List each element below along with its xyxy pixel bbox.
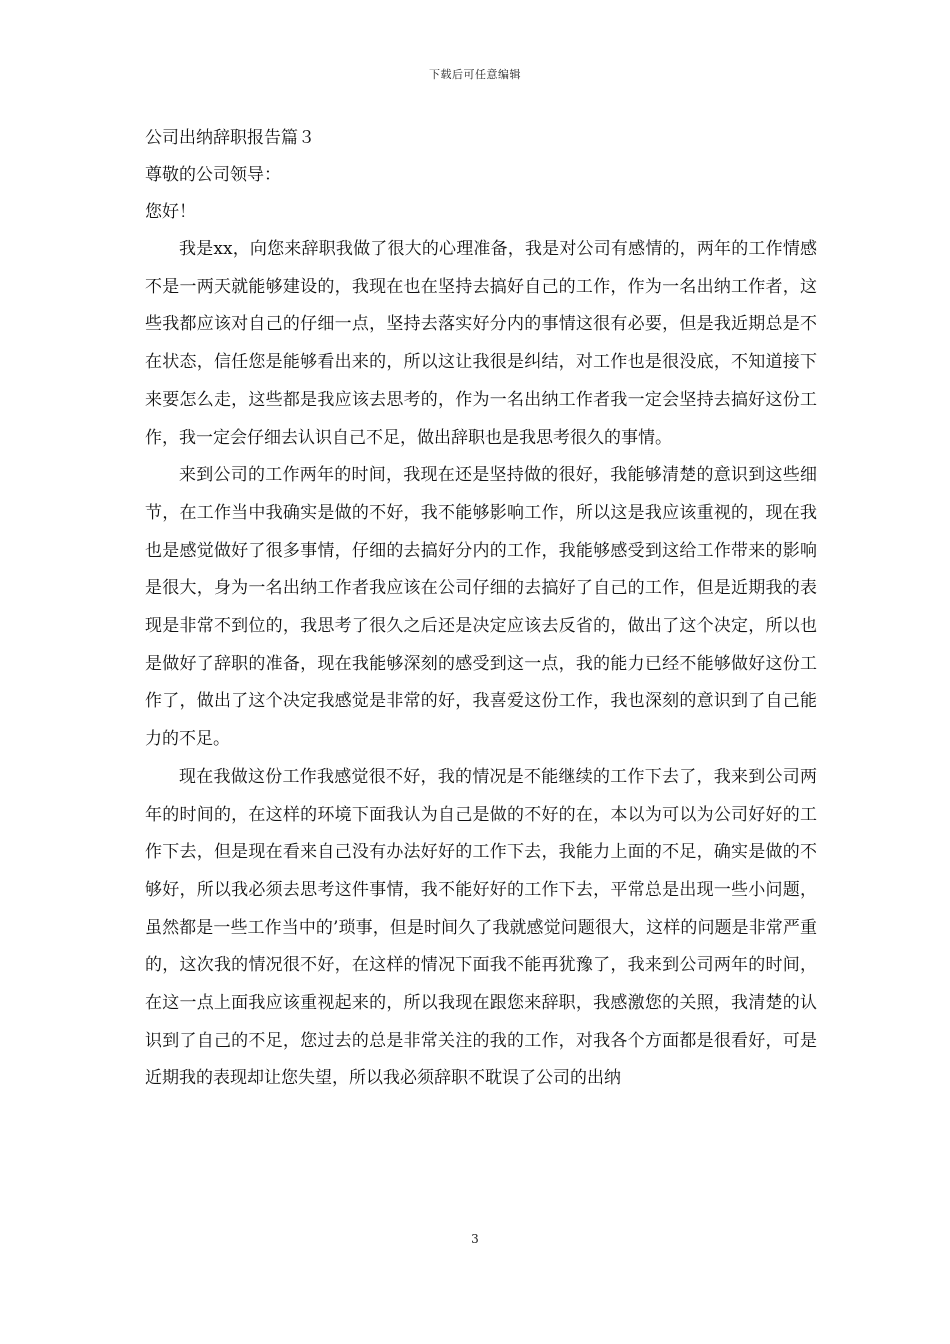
page-header-note: 下载后可任意编辑 [429,68,521,81]
paragraph-2: 来到公司的工作两年的时间，我现在还是坚持做的很好，我能够清楚的意识到这些细节，在工作当中我确实是做的不好，我不能够影响工作，所以这是我应该重视的，现在我也是感觉做好了很多事情，仔细的去搞好分内的工作，我能够感受到这给工作带来的影响是很大，身为一名出纳工作者我应该在公司仔细的去搞好了自己的工作，但是近期我的表现是非常不到位的，我思考了很久之后还是决定应该去反省的，做出了这个决定，所以也是做好了辞职的准备，现在我能够深刻的感受到这一点，我的能力已经不能够做好这份工作了，做出了这个决定我感觉是非常的好，我喜爱这份工作，我也深刻的意识到了自己能力的不足。 [145,465,817,750]
page-number: 3 [471,1232,479,1246]
salutation: 尊敬的公司领导： [145,165,281,185]
document-title: 公司出纳辞职报告篇３ [145,128,315,148]
document-body [145,120,817,1098]
greeting: 您好！ [145,202,196,222]
paragraph-3: 现在我做这份工作我感觉很不好，我的情况是不能继续的工作下去了，我来到公司两年的时间的，在这样的环境下面我认为自己是做的不好的在，本以为可以为公司好好的工作下去，但是现在看来自己没有办法好好的工作下去，我能力上面的不足，确实是做的不够好，所以我必须去思考这件事情，我不能好好的工作下去，平常总是出现一些小问题，虽然都是一些工作当中的’琐事，但是时间久了我就感觉问题很大，这样的问题是非常严重的，这次我的情况很不好，在这样的情况下面我不能再犹豫了，我来到公司两年的时间，在这一点上面我应该重视起来的，所以我现在跟您来辞职，我感激您的关照，我清楚的认识到了自己的不足，您过去的总是非常关注的我的工作，对我各个方面都是很看好，可是近期我的表现却让您失望，所以我必须辞职不耽误了公司的出纳 [145,766,817,1089]
paragraph-1: 我是xx，向您来辞职我做了很大的心理准备，我是对公司有感情的，两年的工作情感不是一两天就能够建设的，我现在也在坚持去搞好自己的工作，作为一名出纳工作者，这些我都应该对自己的仔细一点，坚持去落实好分内的事情这很有必要，但是我近期总是不在状态，信任您是能够看出来的，所以这让我很是纠结，对工作也是很没底，不知道接下来要怎么走，这些都是我应该去思考的，作为一名出纳工作者我一定会坚持去搞好这份工作，我一定会仔细去认识自己不足，做出辞职也是我思考很久的事情。 [145,239,817,448]
